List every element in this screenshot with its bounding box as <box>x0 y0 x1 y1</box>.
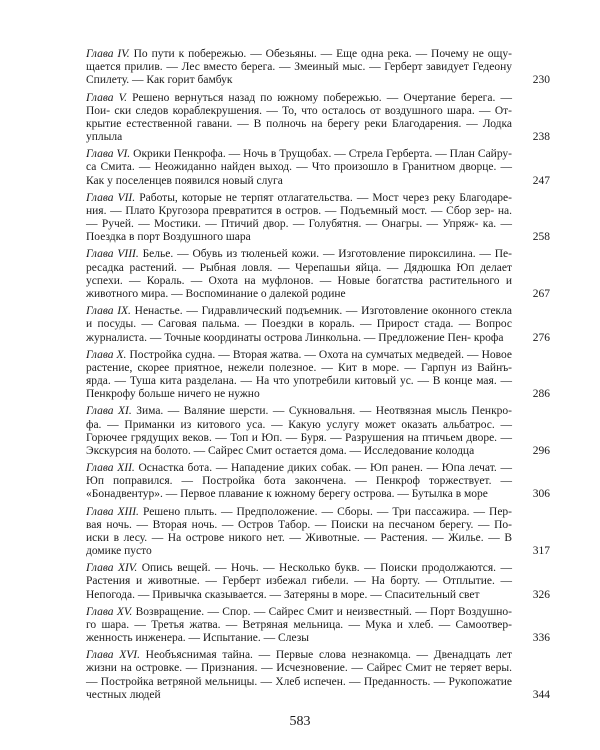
chapter-description-line: щается прилив. — Лес вместо берега. — Змеиный мыс. — Герберт завидует Гедеону Спилету. — Как горит бамбук <box>86 61 512 87</box>
chapter-description-line: Необъяснимая тайна. — Первые слова незнакомца. — Двенадцать лет <box>139 649 512 662</box>
chapter-label: Глава XVI. <box>86 649 140 662</box>
chapter-description-line: Окрики Пенкрофа. — Ночь в Трущобах. — Стрела Герберта. — План Сайру- <box>130 148 513 161</box>
toc-page-number: 296 <box>532 444 550 457</box>
chapter-label: Глава VIII. <box>86 248 139 261</box>
table-of-contents <box>86 48 550 706</box>
toc-entry <box>86 649 550 702</box>
chapter-label: Глава IV. <box>86 48 130 60</box>
chapter-description-line: ски следов кораблекрушения. — То, что осталось от воздушного шара. — От- <box>114 104 513 117</box>
toc-page-number: 258 <box>532 231 550 244</box>
toc-page-number: 336 <box>532 632 550 645</box>
toc-page-number: 238 <box>532 131 550 144</box>
toc-entry <box>86 505 550 559</box>
toc-entry <box>86 405 550 458</box>
chapter-description-line: Возвращение. — Спор. — Сайрес Смит и неизвестный. — Порт Воздушно- <box>132 605 512 618</box>
chapter-description-line: крофа <box>473 331 504 344</box>
chapter-description-line: Растения и животные. — Герберт избежал гибели. — На борту. — Отплытие. — <box>86 575 512 588</box>
toc-entry-text <box>86 48 516 88</box>
chapter-label: Глава XI. <box>86 405 132 418</box>
toc-entry-text <box>86 92 516 145</box>
chapter-description-line: Непогода. — Привычка сказывается. — Затеряны в море. — Спасительный <box>86 588 456 601</box>
chapter-description-line: фа. — Приманки из китового уса. — Какую услугу может оказать альбатрос. — <box>86 418 512 431</box>
chapter-description-line: женность инженера. — Испытание. — Слезы <box>86 632 309 645</box>
chapter-label: Глава XV. <box>86 605 133 618</box>
toc-page-number: 267 <box>532 288 550 301</box>
chapter-description-line: и животного мира. — Воспоминание о далекой родине <box>86 274 512 301</box>
toc-entry <box>86 148 550 188</box>
chapter-description-line: на. — Ручей. — Мостики. — Птичий двор. — Голубятня. — Онагры. — Упряж- <box>86 204 512 231</box>
toc-page-number: 286 <box>532 388 550 401</box>
page-number: 583 <box>289 714 311 729</box>
toc-entry-text <box>86 148 516 188</box>
chapter-description-line: Белье. — Обувь из тюленьей кожи. — Изготовление пироксилина. — Пе- <box>138 248 512 261</box>
toc-entry <box>86 305 550 345</box>
chapter-description-line: свет <box>458 588 480 601</box>
toc-page-number: 326 <box>532 588 550 601</box>
chapter-description-line: са Смита. — Неожиданно найден выход. — Что произошло в Гранитном дворце. — Как у поселенцев появился новый слуга <box>86 161 512 187</box>
chapter-description-line: и посуды. — Саговая пальма. — Поездки в кораль. — Прирост стада. — Вопрос <box>86 318 512 331</box>
toc-entry-text <box>86 462 516 502</box>
toc-page-number: 344 <box>532 688 550 701</box>
toc-entry-text <box>86 606 516 646</box>
chapter-description-line: Решено плыть. — Предположение. — Сборы. — Три пассажира. — Пер- <box>138 505 512 518</box>
chapter-description-line: вая ночь. — Вторая ночь. — Остров Табор. — Поиски на песчаном берегу. — По- <box>86 518 512 531</box>
chapter-description-line: успехи. — Кораль. — Охота на муфлонов. — Новые богатства растительного <box>86 274 500 287</box>
chapter-description-line: Рукопожатие честных людей <box>86 675 512 701</box>
chapter-description-line: В домике пусто <box>86 531 513 558</box>
toc-entry <box>86 248 550 301</box>
chapter-label: Глава VI. <box>86 148 131 161</box>
chapter-description-line: веры. — Постройка ветряной мельницы. — Хлеб испечен. — Преданность. — <box>86 662 512 688</box>
toc-entry <box>86 348 550 402</box>
toc-entry-text <box>86 405 516 458</box>
chapter-description-line: иски в лесу. — На острове никого нет. — Животные. — Растения. — Жилье. — <box>86 531 500 544</box>
chapter-description-line: жизни на островке. — Признания. — Исчезновение. — Сайрес Смит не теряет <box>86 662 482 675</box>
chapter-label: Глава V. <box>86 91 128 104</box>
chapter-label: Глава XIV. <box>86 562 138 575</box>
chapter-description-line: мая. — Пенкрофу больше ничего не нужно <box>86 375 513 401</box>
toc-entry-text <box>86 305 516 345</box>
chapter-description-line: Горючее грядущих веков. — Топ и Юп. — Буря. — Разрушения на птичьем дворе. — Экскурсия на болото. — Сайрес Смит остается дома. — Исследование <box>86 431 512 457</box>
chapter-label: Глава IX. <box>86 305 131 318</box>
toc-entry-text <box>86 649 516 702</box>
chapter-label: Глава X. <box>86 348 127 361</box>
toc-entry <box>86 462 550 502</box>
chapter-description-line: го шара. — Третья жатва. — Ветряная мельница. — Мука и хлеб. — Самоотвер- <box>86 618 512 631</box>
toc-entry-text <box>86 192 516 245</box>
chapter-description-line: Зима. — Валяние шерсти. — Сукновальня. — Неотвязная мысль Пенкро- <box>131 405 512 418</box>
chapter-description-line: Работы, которые не терпят отлагательства. — Мост через реку Благодаре- <box>135 191 512 204</box>
chapter-description-line: Оснастка бота. — Нападение диких собак. — Юп ранен. — Юпа лечат. — <box>134 462 512 475</box>
chapter-description-line: ния. — Плато Кругозора превратится в остров. — Подъемный мост. — Сбор зер- <box>86 204 495 217</box>
toc-page-number: 317 <box>532 545 550 558</box>
toc-entry-text <box>86 248 516 301</box>
chapter-description-line: «Бонадвентур». — Первое плавание к южному берегу острова. — Бутылка <box>86 488 453 501</box>
toc-entry <box>86 191 550 245</box>
toc-page-number: 247 <box>532 174 550 187</box>
chapter-description-line: ка. — Поездка в порт Воздушного шара <box>86 218 512 244</box>
toc-entry <box>86 91 550 145</box>
chapter-label: Глава XII. <box>86 462 135 475</box>
toc-entry <box>86 562 550 602</box>
chapter-description-line: Юп поправился. — Постройка бота закончена. — Пенкроф торжествует. — <box>86 475 512 488</box>
chapter-description-line: Опись вещей. — Ночь. — Несколько букв. — Поиски продолжаются. — <box>137 562 512 575</box>
chapter-description-line: ресадка растений. — Рыбная ловля. — Черепашьи яйца. — Дядюшка Юп делает <box>86 261 512 274</box>
chapter-description-line: крытие естественной гавани. — В полночь на берегу реки Благодарения. — Лодка уплыла <box>86 117 512 144</box>
chapter-label: Глава XIII. <box>86 505 139 518</box>
chapter-label: Глава VII. <box>86 191 136 204</box>
toc-entry <box>86 48 550 88</box>
toc-page-number: 276 <box>532 331 550 344</box>
toc-page-number: 306 <box>532 488 550 501</box>
chapter-description-line: ярда. — Туша кита разделана. — На что употребили китовый ус. — В конце <box>86 375 473 388</box>
chapter-description-line: журналиста. — Точные координаты острова Линкольна. — Предложение Пен- <box>86 331 471 344</box>
chapter-description-line: Решено вернуться назад по южному побережью. — Очертание берега. — Пои- <box>86 91 512 117</box>
toc-entry <box>86 605 550 646</box>
chapter-description-line: растение, скорее приятное, нежели полезное. — Кит в море. — Гарпун из Вайнъ- <box>86 361 512 374</box>
chapter-description-line: По пути к побережью. — Обезьяны. — Еще одна река. — Почему не ощу- <box>129 48 512 60</box>
toc-entry-text <box>86 349 516 402</box>
chapter-description-line: Постройка судна. — Вторая жатва. — Охота на сумчатых медведей. — Новое <box>126 348 512 361</box>
toc-entry-text <box>86 506 516 559</box>
toc-entry-text <box>86 562 516 602</box>
chapter-description-line: Ненастье. — Гидравлический подъемник. — Изготовление оконного стекла <box>130 305 512 318</box>
chapter-description-line: колодца <box>435 444 475 457</box>
chapter-description-line: в море <box>455 488 488 501</box>
toc-page-number: 230 <box>532 74 550 87</box>
